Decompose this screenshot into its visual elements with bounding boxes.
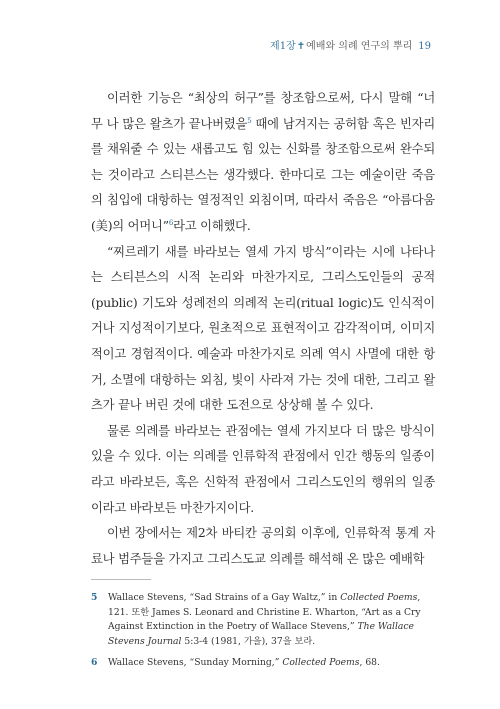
text-run: Wallace Stevens, “Sad Strains of a Gay Waltz,” in [108,592,341,603]
text-run: 이번 장에서는 제2차 바티칸 공의회 이후에, 인류학적 통계 자료나 범주들을 가지고 그리스도교 의례를 해석해 온 많은 예배학 [91,526,435,566]
footnote [91,656,435,671]
page-number: 19 [418,41,431,52]
footnote-ref[interactable]: 6 [168,218,174,227]
work-title: The Wallace Stevens Journal [108,621,414,647]
chapter-title: 예배와 의례 연구의 뿌리 [306,41,413,52]
cross-icon: ✝ [296,41,306,52]
text-run: 이러한 기능은 “최상의 허구”를 창조함으로써, 다시 말해 “너무 나 많은 왈츠가 끝나버렸을 [91,91,435,131]
text-run: , 68. [359,657,380,668]
footnote [91,591,435,649]
text-run: , 121. 또한 James S. Leonard and Christine E. Wharton, “Art as a Cry Against Extinction in the Poetry of Wallace Stevens,” [108,592,421,632]
footnotes [91,591,435,678]
body-text [91,86,435,572]
text-run: “찌르레기 새를 바라보는 열세 가지 방식”이라는 시에 나타나는 스티븐스의 시적 논리와 마찬가지로, 그리스도인들의 공적(public) 기도와 성례전의 의례적 논리(ritual logic)도 인식적이거나 지성적이기보다, 원초적으로 표현적이고 감각적이며, 이미지적이고 경험적이다. 예술과 마찬가지로 의례 역시 사멸에 대한 항거, 소멸에 대항하는 외침, 빛이 사라져 가는 것에 대한, 그리고 왈츠가 끝나 버린 것에 대한 도전으로 상상해 볼 수 있다. [91,244,435,413]
footnote-number: 5 [91,592,98,603]
footnote-text [108,657,380,668]
running-head [270,37,431,52]
text-run: Wallace Stevens, “Sunday Morning,” [108,657,283,668]
paragraph [91,419,435,521]
footnote-text [108,592,421,647]
work-title: Collected Poems [340,592,418,603]
text-run: 때에 남겨지는 공허함 혹은 빈자리를 채워줄 수 있는 새롭고도 힘 있는 신화를 창조함으로써 완수되는 것이라고 스티븐스는 생각했다. 한마디로 그는 예술이란 죽음의 침입에 대항하는 열정적인 외침이며, 따라서 죽음은 “아름다움(美)의 어머니” [91,116,435,233]
paragraph [91,521,435,572]
footnote-ref[interactable]: 5 [247,116,252,125]
text-run: 5:3-4 (1981, 가을), 37을 보라. [181,635,316,647]
footnote-divider [91,579,151,580]
text-run: 라고 이해했다. [173,218,251,233]
chapter-label: 제1장 [270,41,296,52]
work-title: Collected Poems [282,657,360,668]
footnote-number: 6 [91,657,98,668]
paragraph [91,86,435,240]
paragraph [91,240,435,419]
text-run: 물론 의례를 바라보는 관점에는 열세 가지보다 더 많은 방식이 있을 수 있다. 이는 의례를 인류학적 관점에서 인간 행동의 일종이라고 바라보든, 혹은 신학적 관점에서 그리스도인의 행위의 일종이라고 바라보든 마찬가지이다. [91,423,435,515]
